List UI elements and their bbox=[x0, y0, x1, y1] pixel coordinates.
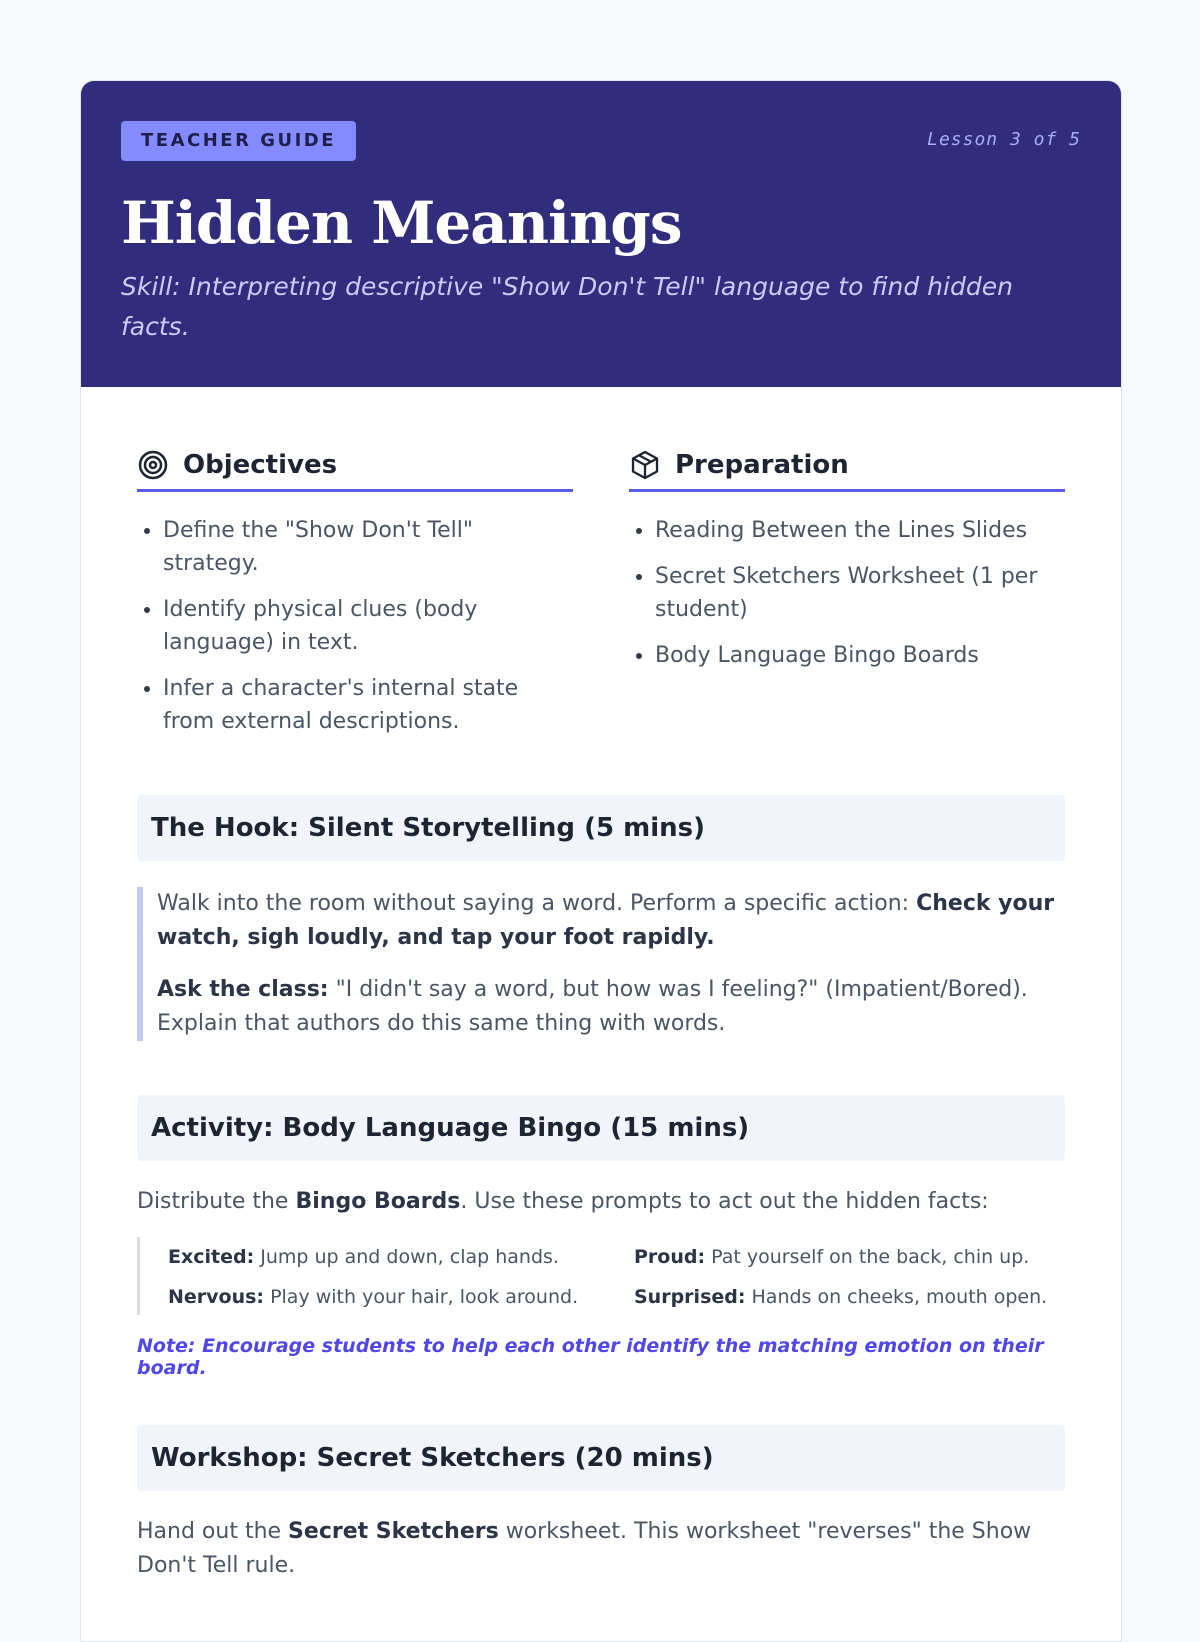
list-item: • Define the "Show Don't Tell" strategy. bbox=[163, 514, 573, 580]
list-item: • Infer a character's internal state from external descriptions. bbox=[163, 672, 573, 738]
prompt-label: Excited: bbox=[168, 1246, 255, 1268]
activity-intro-text-2: . Use these prompts to act out the hidden facts: bbox=[460, 1189, 989, 1214]
activity-intro-text: Distribute the bbox=[137, 1189, 296, 1214]
workshop-intro bbox=[137, 1515, 1065, 1583]
preparation-section bbox=[629, 443, 1065, 751]
objectives-header bbox=[137, 443, 573, 492]
overview-columns bbox=[137, 443, 1065, 751]
prompt-text: Pat yourself on the back, chin up. bbox=[705, 1246, 1030, 1268]
workshop-heading: Workshop: Secret Sketchers (20 mins) bbox=[137, 1425, 1065, 1491]
lesson-content bbox=[81, 443, 1121, 1583]
page-title: Hidden Meanings bbox=[121, 189, 682, 257]
teacher-guide-badge: TEACHER GUIDE bbox=[121, 121, 356, 161]
workshop-intro-bold: Secret Sketchers bbox=[288, 1519, 499, 1544]
prompt-label: Proud: bbox=[634, 1246, 706, 1268]
objectives-title: Objectives bbox=[183, 450, 338, 480]
prompt-proud bbox=[634, 1245, 1065, 1269]
hook-ask-text: "I didn't say a word, but how was I feeling?" (Impatient/Bored). Explain that authors do this same thing with words. bbox=[157, 977, 1028, 1036]
workshop-section bbox=[137, 1425, 1065, 1583]
prompt-surprised bbox=[634, 1285, 1065, 1309]
preparation-list bbox=[629, 514, 1065, 672]
prompt-text: Hands on cheeks, mouth open. bbox=[745, 1286, 1048, 1308]
objectives-section bbox=[137, 443, 573, 751]
hook-ask-label: Ask the class: bbox=[157, 977, 329, 1002]
workshop-intro-text-2: worksheet. This worksheet "reverses" the Show Don't Tell rule. bbox=[137, 1519, 1032, 1578]
hook-instructions bbox=[137, 887, 1065, 1041]
prompt-excited bbox=[168, 1245, 634, 1269]
prompt-text: Jump up and down, clap hands. bbox=[254, 1246, 559, 1268]
activity-heading: Activity: Body Language Bingo (15 mins) bbox=[137, 1095, 1065, 1161]
list-item: • Identify physical clues (body language) in text. bbox=[163, 593, 573, 659]
activity-note: Note: Encourage students to help each other identify the matching emotion on their board. bbox=[137, 1335, 1044, 1379]
hook-section bbox=[137, 795, 1065, 1041]
prompt-nervous bbox=[168, 1285, 634, 1309]
emotion-prompts bbox=[137, 1237, 1065, 1315]
box-icon bbox=[629, 449, 661, 481]
list-item: • Reading Between the Lines Slides bbox=[655, 514, 1065, 547]
prompt-label: Nervous: bbox=[168, 1286, 265, 1308]
list-item: • Secret Sketchers Worksheet (1 per student) bbox=[655, 560, 1065, 626]
prompt-label: Surprised: bbox=[634, 1286, 746, 1308]
preparation-title: Preparation bbox=[675, 450, 849, 480]
preparation-header bbox=[629, 443, 1065, 492]
lesson-counter: Lesson 3 of 5 bbox=[927, 129, 1081, 150]
page-subtitle: Skill: Interpreting descriptive "Show Don't Tell" language to find hidden facts. bbox=[121, 272, 1013, 341]
target-icon bbox=[137, 449, 169, 481]
workshop-intro-text: Hand out the bbox=[137, 1519, 289, 1544]
lesson-card bbox=[80, 80, 1122, 1642]
hook-paragraph-1 bbox=[157, 887, 1065, 955]
activity-section bbox=[137, 1095, 1065, 1379]
activity-intro-bold: Bingo Boards bbox=[295, 1189, 461, 1214]
hook-action: Check your watch, sigh loudly, and tap your foot rapidly. bbox=[157, 891, 1055, 950]
objectives-list bbox=[137, 514, 573, 738]
activity-intro bbox=[137, 1185, 1065, 1219]
hook-heading: The Hook: Silent Storytelling (5 mins) bbox=[137, 795, 1065, 861]
hook-text: Walk into the room without saying a word. Perform a specific action: bbox=[157, 891, 917, 916]
lesson-header bbox=[81, 81, 1121, 387]
prompt-text: Play with your hair, look around. bbox=[264, 1286, 579, 1308]
hook-paragraph-2 bbox=[157, 973, 1065, 1041]
list-item: • Body Language Bingo Boards bbox=[655, 639, 1065, 672]
